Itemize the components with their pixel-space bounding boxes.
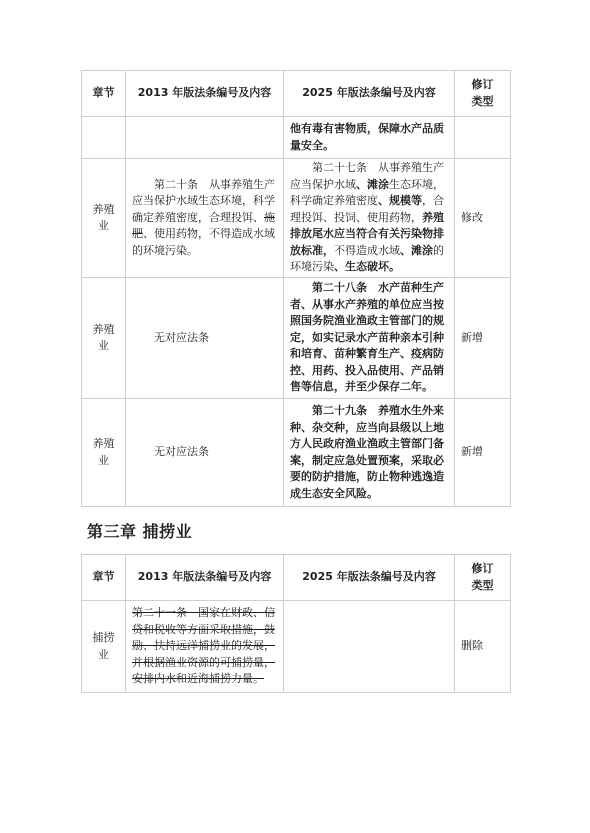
table-row xyxy=(82,399,511,507)
chapter-cell: 养殖业 xyxy=(82,159,126,278)
deleted-text: 施肥 xyxy=(132,210,275,241)
added-text: 、规模等 xyxy=(378,194,422,208)
header-2025-content: 2025 年版法条编号及内容 xyxy=(284,555,455,601)
revision-type-cell: 修改 xyxy=(455,159,511,278)
chapter-cell: 捕捞业 xyxy=(82,601,126,693)
new-article-cell: 他有毒有害物质，保障水产品质量安全。 xyxy=(284,117,455,159)
added-text: 、生态破坏。 xyxy=(334,260,400,274)
header-2025-content: 2025 年版法条编号及内容 xyxy=(284,71,455,117)
added-text: 、滩涂 xyxy=(356,177,389,191)
old-article-cell: 无对应法条 xyxy=(126,278,284,399)
revision-type-cell xyxy=(455,117,511,159)
header-2013-content: 2013 年版法条编号及内容 xyxy=(126,555,284,601)
header-revision-type: 修订类型 xyxy=(455,555,511,601)
table-row xyxy=(82,117,511,159)
table-header-row xyxy=(82,71,511,117)
header-chapter: 章节 xyxy=(82,555,126,601)
table-header-row xyxy=(82,555,511,601)
new-article-cell: 第二十八条 水产苗种生产者、从事水产养殖的单位应当按照国务院渔业渔政主管部门的规定，如实记录水产苗种亲本引种和培育、苗种繁育生产、疫病防控、用药、投入品使用、产品销售等信息，并至少保存二年。 xyxy=(284,278,455,399)
header-2013-content: 2013 年版法条编号及内容 xyxy=(126,71,284,117)
chapter-cell: 养殖业 xyxy=(82,278,126,399)
new-article-cell: 第二十九条 养殖水生外来种、杂交种，应当向县级以上地方人民政府渔业渔政主管部门备案，制定应急处置预案，采取必要的防护措施，防止物种逃逸造成生态安全风险。 xyxy=(284,399,455,507)
chapter-cell xyxy=(82,117,126,159)
old-article-cell: 无对应法条 xyxy=(126,399,284,507)
old-article-cell: 第二十条 从事养殖生产应当保护水域生态环境，科学确定养殖密度，合理投饵、施肥、使用药物，不得造成水域的环境污染。 xyxy=(126,159,284,278)
revision-type-cell: 新增 xyxy=(455,399,511,507)
old-article-cell xyxy=(126,117,284,159)
table-row xyxy=(82,159,511,278)
added-text: 养殖排放尾水应当符合有关污染物排放标准， xyxy=(290,210,444,257)
added-text: 、滩涂 xyxy=(400,243,433,257)
revision-type-cell: 新增 xyxy=(455,278,511,399)
comparison-table-aquaculture xyxy=(81,70,511,507)
header-revision-type: 修订类型 xyxy=(455,71,511,117)
header-chapter: 章节 xyxy=(82,71,126,117)
revision-type-cell: 删除 xyxy=(455,601,511,693)
table-row xyxy=(82,278,511,399)
chapter-cell: 养殖业 xyxy=(82,399,126,507)
comparison-table-fishing xyxy=(81,554,511,693)
new-article-cell: 第二十七条 从事养殖生产应当保护水域、滩涂生态环境，科学确定养殖密度、规模等，合理投饵、投饲、使用药物，养殖排放尾水应当符合有关污染物排放标准，不得造成水域、滩涂的环境污染、生态破坏。 xyxy=(284,159,455,278)
chapter-heading: 第三章 捕捞业 xyxy=(87,522,193,541)
new-article-cell xyxy=(284,601,455,693)
deleted-text: 第二十一条 国家在财政、信贷和税收等方面采取措施，鼓励、扶持远洋捕捞业的发展，并根据渔业资源的可捕捞量，安排内水和近海捕捞力量。 xyxy=(132,606,275,686)
old-article-cell xyxy=(126,601,284,693)
table-row xyxy=(82,601,511,693)
